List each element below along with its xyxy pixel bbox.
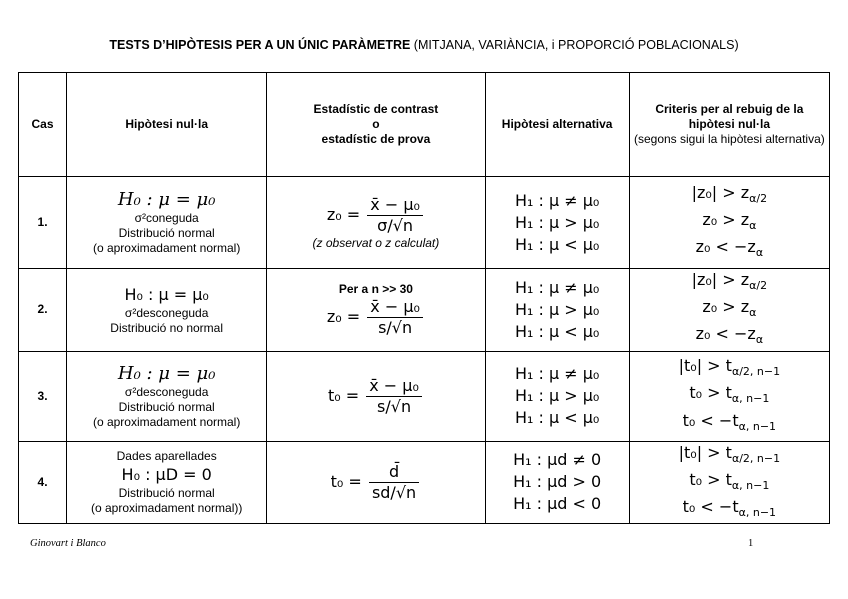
header-row <box>19 73 830 177</box>
criterion-subscript: α/2, n−1 <box>731 451 781 465</box>
criterion-text: |t₀| > t <box>678 442 732 462</box>
alternative-cell <box>485 351 629 441</box>
distribution-note: (o aproximadament normal)) <box>90 500 243 515</box>
statistic-fraction <box>366 376 422 417</box>
criteria-cell <box>629 177 829 269</box>
fraction-numerator: x̄ − μ₀ <box>367 195 423 216</box>
null-hypothesis-cell <box>67 269 267 352</box>
criterion-subscript: α <box>749 306 757 320</box>
h0-formula: H₀ : μ = μ₀ <box>117 189 216 210</box>
distribution-label: Distribució normal <box>118 226 215 240</box>
alternative-less: H₁ : μ < μ₀ <box>514 234 600 254</box>
header-stat-line2: o <box>372 117 380 131</box>
h0-formula: H₀ : μ = μ₀ <box>117 362 216 384</box>
distribution-label: Distribució normal <box>118 485 215 500</box>
criterion-greater <box>632 296 827 323</box>
criteria-cell <box>629 269 829 352</box>
h0-formula: H₀ : μD = 0 <box>121 464 212 484</box>
criterion-greater <box>632 469 827 496</box>
criterion-greater <box>632 382 827 409</box>
criterion-subscript: α, n−1 <box>731 478 770 492</box>
criterion-less <box>632 236 827 263</box>
fraction-denominator: s/√n <box>378 317 413 337</box>
table-row <box>19 269 830 352</box>
case-number: 1. <box>19 177 67 269</box>
statistic-lhs: t₀ = <box>330 471 362 491</box>
criterion-less <box>632 410 827 437</box>
statistic-formula <box>269 376 482 417</box>
alternative-cell <box>485 177 629 269</box>
statistic-cell <box>267 177 485 269</box>
null-hypothesis-cell <box>67 177 267 269</box>
criterion-text: |z₀| > z <box>691 270 750 289</box>
case-number: 3. <box>19 351 67 441</box>
document-title <box>0 38 848 52</box>
fraction-denominator: sd/√n <box>371 482 417 502</box>
statistic-formula <box>269 195 482 236</box>
statistic-note: (z observat o z calculat) <box>312 235 440 250</box>
statistic-formula <box>269 297 482 338</box>
statistic-lhs: z₀ = <box>326 306 361 326</box>
alternative-two-sided: H₁ : μ ≠ μ₀ <box>514 364 600 384</box>
variance-label: σ²coneguda <box>134 211 199 225</box>
header-criteria <box>629 73 829 177</box>
title-bold: TESTS D’HIPÒTESIS PER A UN ÚNIC PARÀMETRE <box>109 38 411 52</box>
fraction-numerator: d̄ <box>369 462 419 483</box>
statistic-cell <box>267 441 485 524</box>
distribution-note: (o aproximadament normal) <box>92 414 241 429</box>
statistic-lhs: t₀ = <box>327 385 360 405</box>
alternative-two-sided: H₁ : μd ≠ 0 <box>513 450 602 470</box>
header-null-hypothesis: Hipòtesi nul·la <box>67 73 267 177</box>
footer-authors: Ginovart i Blanco <box>30 538 106 549</box>
variance-label: σ²desconeguda <box>124 384 209 399</box>
criterion-text: z₀ > z <box>702 297 750 317</box>
criterion-subscript: α, n−1 <box>731 392 770 406</box>
alternative-greater: H₁ : μ > μ₀ <box>514 299 600 319</box>
title-normal: (MITJANA, VARIÀNCIA, i PROPORCIÓ POBLACIONALS) <box>410 38 739 52</box>
header-criteria-note: (segons sigui la hipòtesi alternativa) <box>633 132 825 146</box>
criterion-two-sided <box>632 182 827 209</box>
distribution-label: Distribució normal <box>118 399 215 414</box>
hypothesis-tests-table <box>18 72 830 524</box>
criterion-text: z₀ < −z <box>695 324 756 344</box>
header-statistic <box>267 73 485 177</box>
alternative-cell <box>485 269 629 352</box>
header-stat-line3: estadístic de prova <box>321 132 431 146</box>
criterion-subscript: α/2 <box>749 279 768 293</box>
criterion-two-sided <box>632 269 827 296</box>
criterion-two-sided <box>632 442 827 469</box>
criterion-text: |t₀| > t <box>678 356 732 376</box>
case-number: 2. <box>19 269 67 352</box>
header-stat-line1: Estadístic de contrast <box>313 102 439 116</box>
statistic-fraction <box>369 462 419 503</box>
criterion-greater <box>632 209 827 236</box>
statistic-formula <box>269 462 482 503</box>
header-criteria-bold: Criteris per al rebuig de la hipòtesi nul·la <box>655 102 804 131</box>
criterion-text: t₀ > t <box>689 469 732 489</box>
case-number: 4. <box>19 441 67 524</box>
criteria-cell <box>629 441 829 524</box>
variance-label: σ²desconeguda <box>124 305 209 320</box>
table-row <box>19 441 830 524</box>
distribution-note: (o aproximadament normal) <box>92 241 241 255</box>
statistic-fraction <box>367 297 423 338</box>
criterion-text: t₀ < −t <box>682 496 739 516</box>
statistic-cell <box>267 351 485 441</box>
alternative-less: H₁ : μ < μ₀ <box>514 321 600 341</box>
criterion-less <box>632 496 827 523</box>
null-hypothesis-cell <box>67 441 267 524</box>
criterion-text: z₀ > z <box>702 209 750 229</box>
alternative-two-sided: H₁ : μ ≠ μ₀ <box>514 190 600 210</box>
distribution-label: Distribució no normal <box>110 320 224 335</box>
criterion-text: t₀ > t <box>689 383 732 403</box>
criterion-subscript: α/2, n−1 <box>731 365 781 379</box>
paired-data-label: Dades aparellades <box>116 448 217 463</box>
criterion-subscript: α <box>755 246 764 260</box>
alternative-cell <box>485 441 629 524</box>
criterion-subscript: α <box>749 219 757 233</box>
alternative-two-sided: H₁ : μ ≠ μ₀ <box>514 277 600 297</box>
criterion-text: z₀ < −z <box>695 237 756 257</box>
alternative-less: H₁ : μd < 0 <box>513 494 602 514</box>
criterion-subscript: α, n−1 <box>738 506 777 520</box>
statistic-fraction <box>367 195 423 236</box>
fraction-denominator: s/√n <box>377 396 412 416</box>
criterion-text: t₀ < −t <box>682 410 739 430</box>
fraction-numerator: x̄ − μ₀ <box>366 376 422 397</box>
criterion-subscript: α/2 <box>749 191 768 205</box>
footer-page-number: 1 <box>748 538 754 549</box>
table-row <box>19 351 830 441</box>
statistic-condition: Per a n >> 30 <box>338 281 413 296</box>
criterion-subscript: α, n−1 <box>738 419 777 433</box>
header-cas: Cas <box>19 73 67 177</box>
criterion-text: |z₀| > z <box>691 182 750 202</box>
null-hypothesis-cell <box>67 351 267 441</box>
h0-formula: H₀ : μ = μ₀ <box>124 284 209 304</box>
criterion-two-sided <box>632 355 827 382</box>
criteria-cell <box>629 351 829 441</box>
header-alternative: Hipòtesi alternativa <box>485 73 629 177</box>
fraction-denominator: σ/√n <box>377 215 414 235</box>
alternative-greater: H₁ : μ > μ₀ <box>514 212 600 232</box>
alternative-greater: H₁ : μd > 0 <box>513 472 602 492</box>
statistic-cell <box>267 269 485 352</box>
table-row <box>19 177 830 269</box>
statistic-lhs: z₀ = <box>326 204 361 224</box>
alternative-less: H₁ : μ < μ₀ <box>514 408 600 428</box>
fraction-numerator: x̄ − μ₀ <box>367 297 423 318</box>
criterion-less <box>632 323 827 350</box>
alternative-greater: H₁ : μ > μ₀ <box>514 386 600 406</box>
criterion-subscript: α <box>755 333 764 347</box>
